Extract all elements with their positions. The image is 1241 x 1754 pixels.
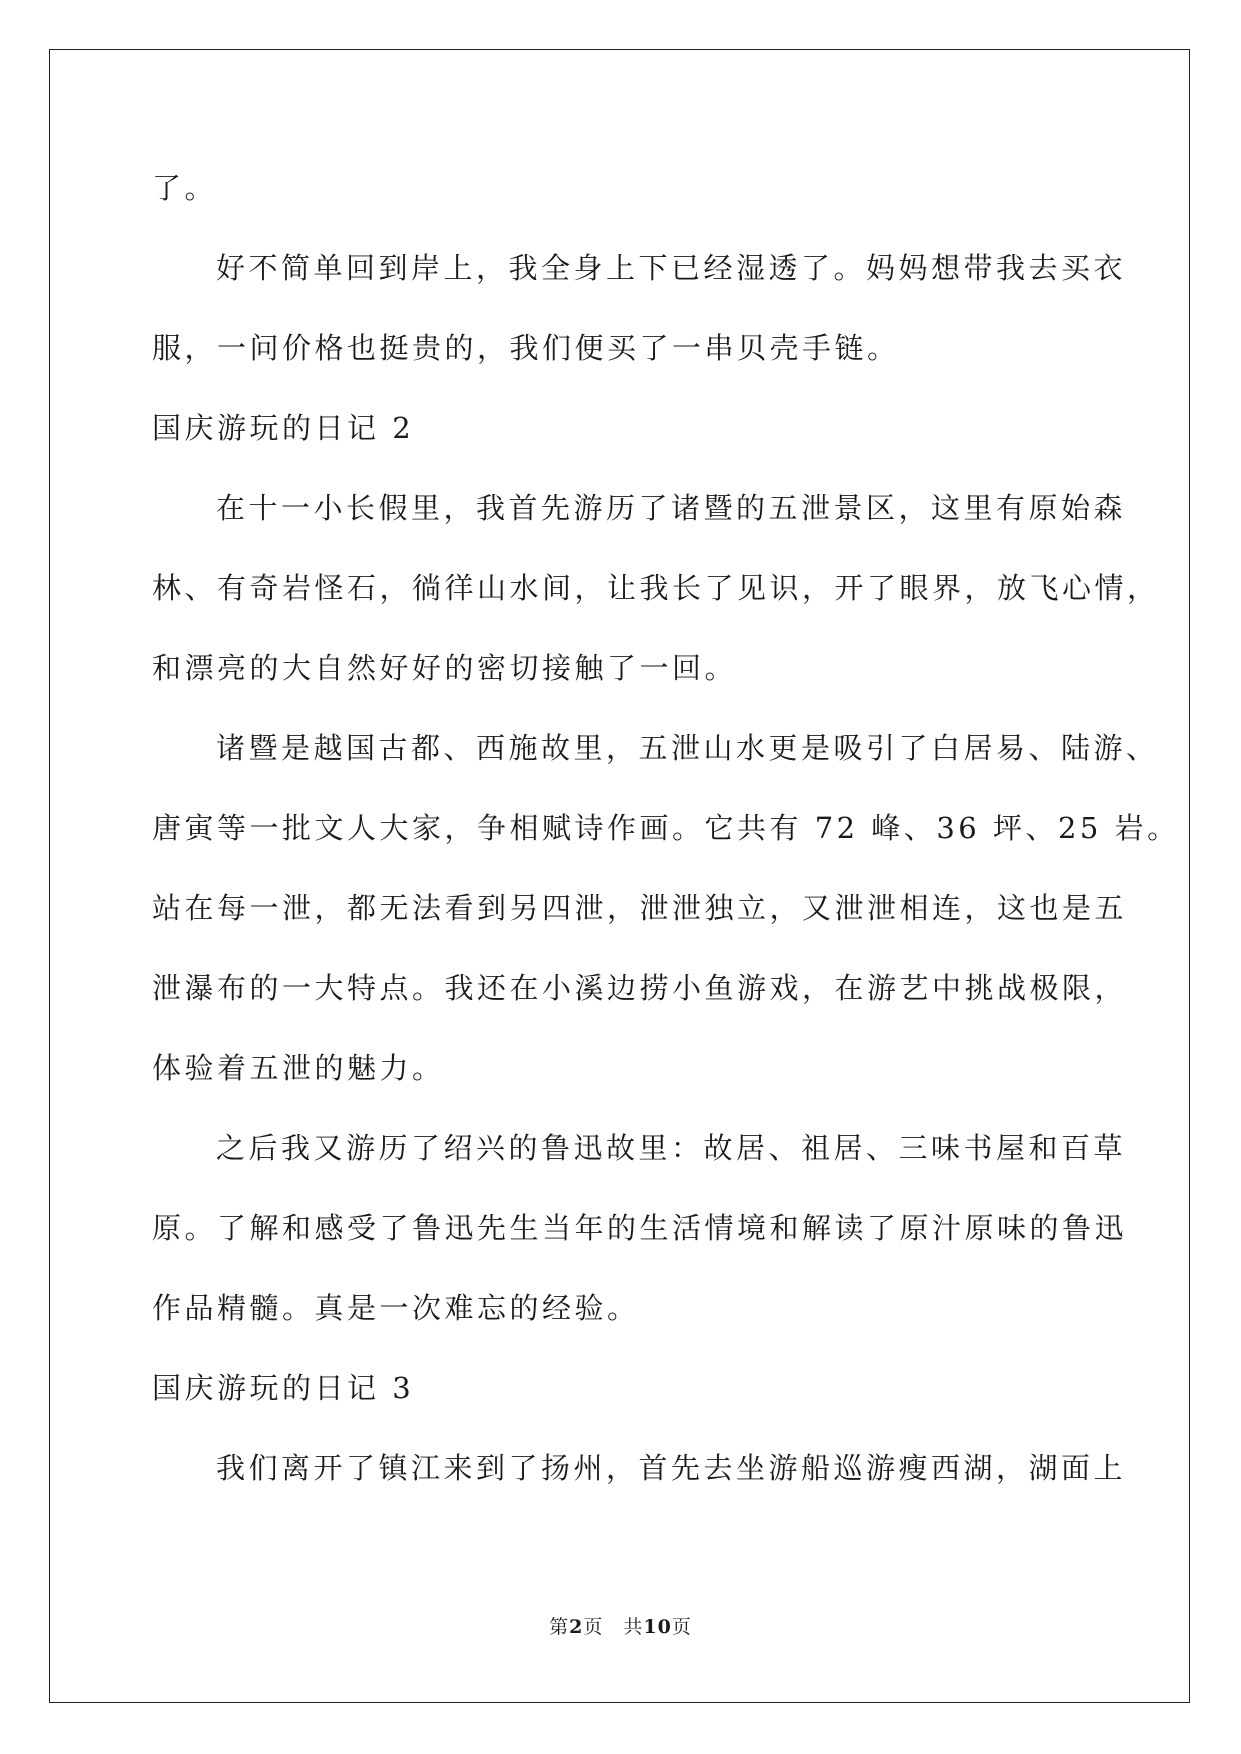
section-heading: 国庆游玩的日记 2: [152, 411, 415, 445]
paragraph-line: 和漂亮的大自然好好的密切接触了一回。: [152, 651, 738, 685]
total-prefix: 共: [623, 1616, 644, 1638]
paragraph-line: 泄瀑布的一大特点。我还在小溪边捞小鱼游戏，在游艺中挑战极限，: [152, 971, 1128, 1005]
section-heading: 国庆游玩的日记 3: [152, 1371, 415, 1405]
document-body: [152, 148, 1180, 1508]
paragraph-line: 诸暨是越国古都、西施故里，五泄山水更是吸引了白居易、陆游、: [216, 731, 1159, 765]
paragraph-line: 了。: [152, 171, 218, 205]
paragraph-line: 原。了解和感受了鲁迅先生当年的生活情境和解读了原汁原味的鲁迅: [152, 1211, 1128, 1245]
paragraph-line: 服，一问价格也挺贵的，我们便买了一串贝壳手链。: [152, 331, 900, 365]
page-number: 2: [569, 1616, 584, 1638]
paragraph-line: 作品精髓。真是一次难忘的经验。: [152, 1291, 640, 1325]
paragraph-line: 站在每一泄，都无法看到另四泄，泄泄独立，又泄泄相连，这也是五: [152, 891, 1128, 925]
total-suffix: 页: [671, 1616, 692, 1638]
total-pages: 10: [643, 1616, 672, 1638]
paragraph-line: 我们离开了镇江来到了扬州，首先去坐游船巡游瘦西湖，湖面上: [216, 1451, 1127, 1485]
paragraph-line: 在十一小长假里，我首先游历了诸暨的五泄景区，这里有原始森: [216, 491, 1127, 525]
paragraph-line: 之后我又游历了绍兴的鲁迅故里：故居、祖居、三味书屋和百草: [216, 1131, 1127, 1165]
page-prefix: 第: [549, 1616, 570, 1638]
page-footer: [0, 1612, 1241, 1639]
paragraph-line: 体验着五泄的魅力。: [152, 1051, 445, 1085]
page-suffix: 页: [583, 1616, 604, 1638]
paragraph-line: 好不简单回到岸上，我全身上下已经湿透了。妈妈想带我去买衣: [216, 251, 1127, 285]
paragraph-line: 林、有奇岩怪石，徜徉山水间，让我长了见识，开了眼界，放飞心情，: [152, 571, 1160, 605]
paragraph-line: 唐寅等一批文人大家，争相赋诗作画。它共有 72 峰、36 坪、25 岩。: [152, 811, 1180, 845]
